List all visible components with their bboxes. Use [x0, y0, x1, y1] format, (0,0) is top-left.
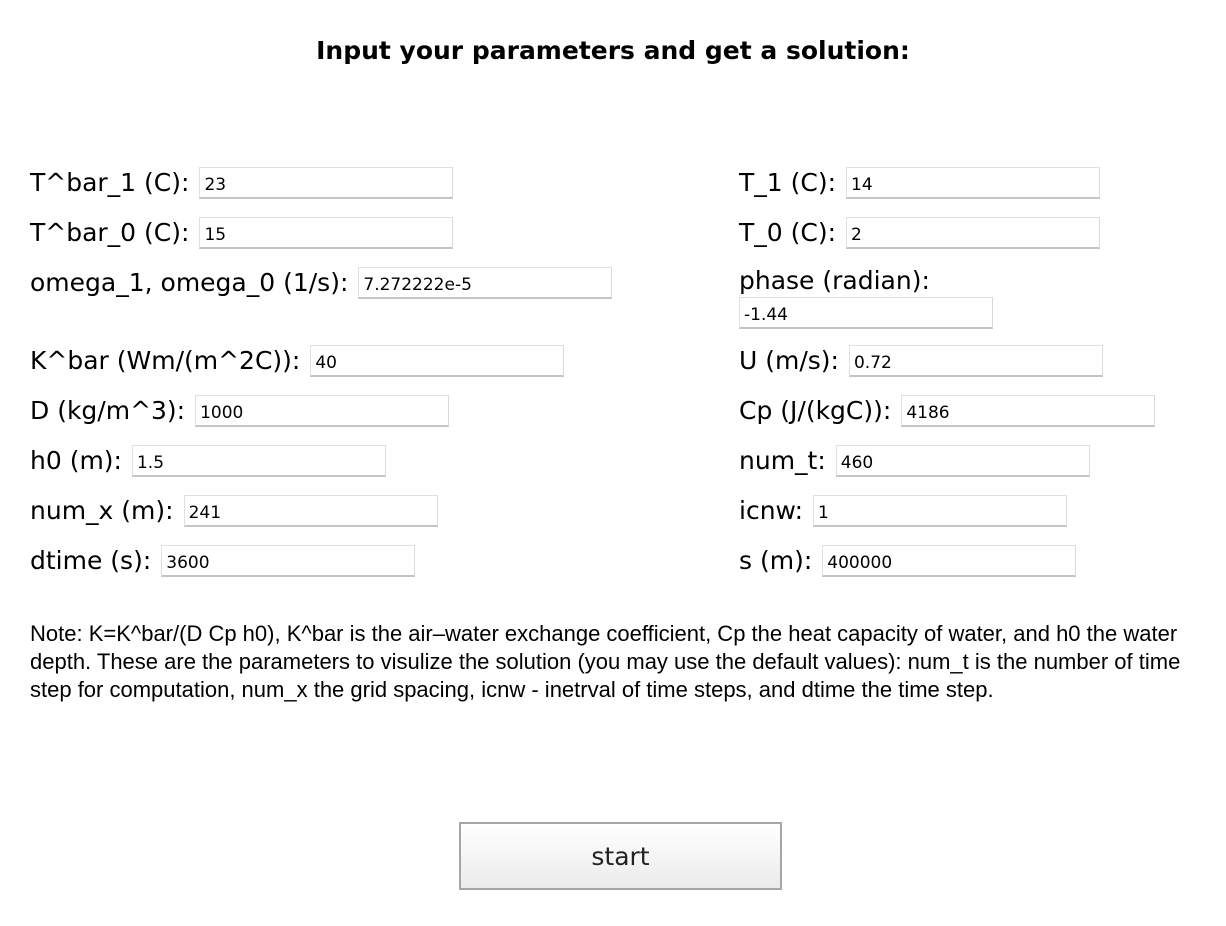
num-x-input[interactable]	[184, 495, 438, 527]
density-input[interactable]	[195, 395, 449, 427]
icnw-input[interactable]	[813, 495, 1067, 527]
phase-input[interactable]	[739, 297, 993, 329]
dtime-input[interactable]	[161, 545, 415, 577]
field-density	[30, 395, 449, 429]
u-input[interactable]	[849, 345, 1103, 377]
h0-input[interactable]	[132, 445, 386, 477]
field-s	[739, 545, 1076, 579]
field-label: K^bar (Wm/(m^2C)):	[30, 346, 301, 375]
kbar-input[interactable]	[310, 345, 564, 377]
field-label: T_1 (C):	[739, 168, 837, 197]
field-label: num_t:	[739, 446, 826, 475]
field-omega	[30, 267, 612, 301]
field-phase	[739, 265, 993, 327]
t-1-input[interactable]	[846, 167, 1100, 199]
field-kbar	[30, 345, 564, 379]
field-num-t	[739, 445, 1090, 479]
num-t-input[interactable]	[836, 445, 1090, 477]
field-label: Cp (J/(kgC)):	[739, 396, 892, 425]
tbar-1-input[interactable]	[199, 167, 453, 199]
field-label: h0 (m):	[30, 446, 122, 475]
start-button[interactable]: start	[459, 822, 782, 890]
s-input[interactable]	[822, 545, 1076, 577]
field-label: omega_1, omega_0 (1/s):	[30, 268, 349, 297]
field-num-x	[30, 495, 438, 529]
omega-input[interactable]	[358, 267, 612, 299]
field-h0	[30, 445, 386, 479]
field-u	[739, 345, 1103, 379]
field-t-1	[739, 167, 1100, 201]
field-cp	[739, 395, 1155, 429]
field-label: icnw:	[739, 496, 804, 525]
field-icnw	[739, 495, 1067, 529]
field-label: s (m):	[739, 546, 813, 575]
field-label: T^bar_1 (C):	[30, 168, 190, 197]
field-tbar-0	[30, 217, 453, 251]
tbar-0-input[interactable]	[199, 217, 453, 249]
field-label: D (kg/m^3):	[30, 396, 186, 425]
field-label: dtime (s):	[30, 546, 152, 575]
cp-input[interactable]	[901, 395, 1155, 427]
field-dtime	[30, 545, 415, 579]
note-text: Note: K=K^bar/(D Cp h0), K^bar is the air–water exchange coefficient, Cp the heat capacity of water, and h0 the water depth. These are the parameters to visulize the solution (you may use the default values): num_t is the number of time step for computation, num_x the grid spacing, icnw - inetrval of time steps, and dtime the time step.	[30, 621, 1181, 702]
t-0-input[interactable]	[846, 217, 1100, 249]
field-t-0	[739, 217, 1100, 251]
page-title: Input your parameters and get a solution:	[316, 36, 910, 65]
field-label: T^bar_0 (C):	[30, 218, 190, 247]
field-tbar-1	[30, 167, 453, 201]
field-label: U (m/s):	[739, 346, 839, 375]
field-label: phase (radian):	[739, 266, 930, 295]
field-label: num_x (m):	[30, 496, 174, 525]
field-label: T_0 (C):	[739, 218, 837, 247]
